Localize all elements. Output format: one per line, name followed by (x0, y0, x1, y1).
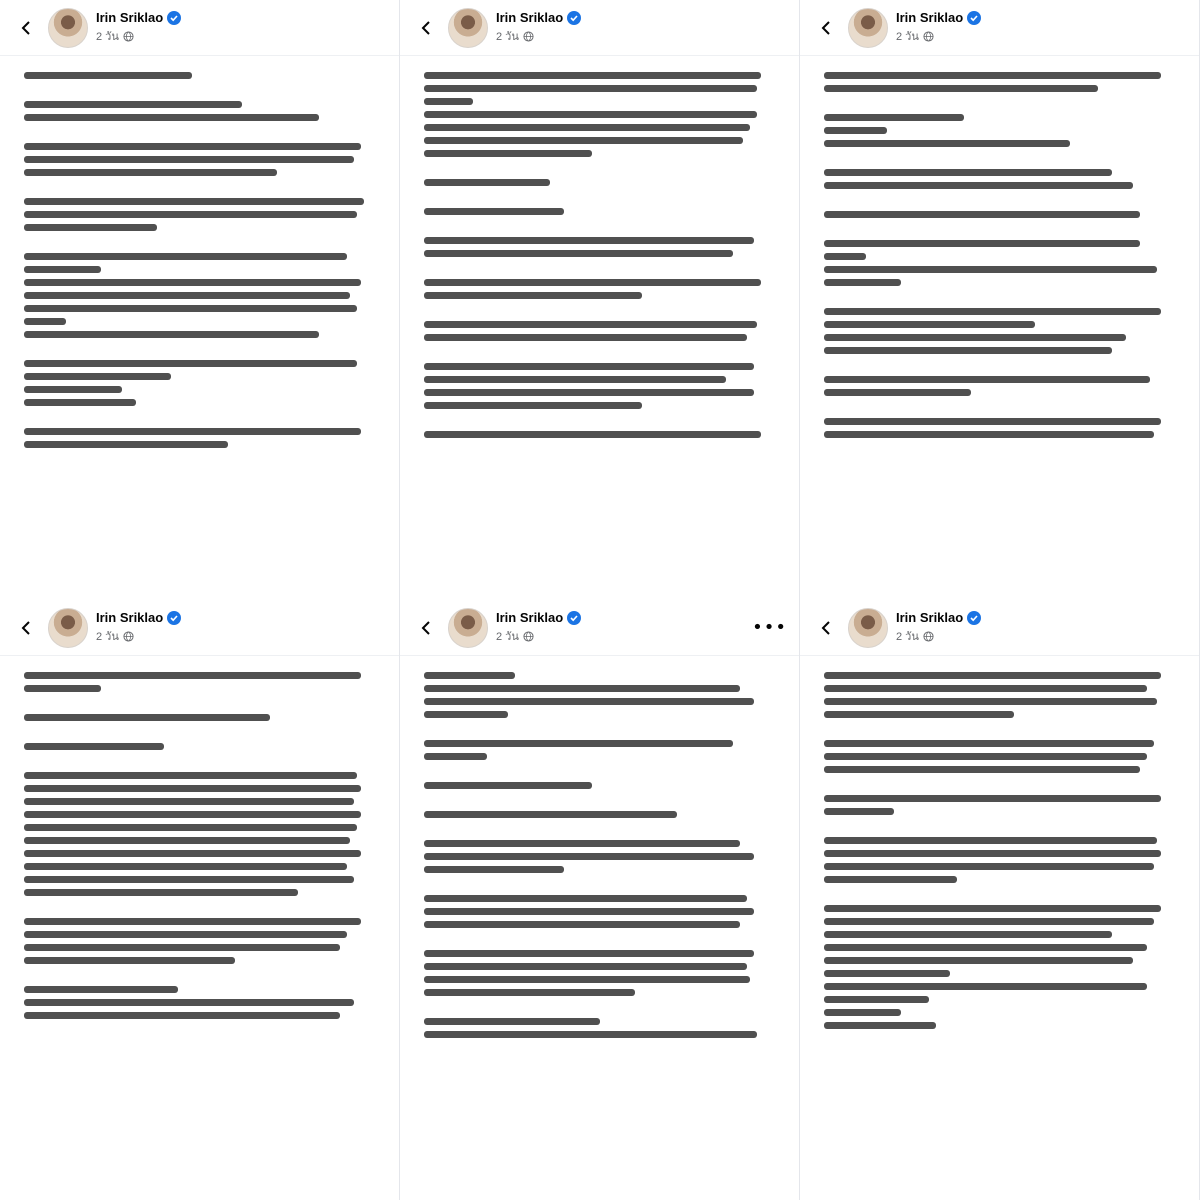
author-name[interactable]: Irin Sriklao (496, 610, 564, 625)
author-meta (96, 610, 181, 645)
verified-badge-icon (567, 11, 581, 25)
avatar[interactable] (848, 8, 888, 48)
back-chevron-icon[interactable] (412, 14, 440, 42)
post-header (800, 600, 1199, 656)
avatar[interactable] (48, 608, 88, 648)
globe-icon (523, 31, 534, 42)
globe-icon (123, 31, 134, 42)
more-dots-icon[interactable]: ••• (752, 616, 787, 638)
verified-badge-icon (567, 611, 581, 625)
post-header (400, 600, 799, 656)
post-time[interactable]: 2 วัน (496, 31, 519, 43)
author-meta (896, 610, 981, 645)
post-header (0, 0, 399, 56)
post-body (0, 56, 399, 448)
globe-icon (123, 631, 134, 642)
author-name[interactable]: Irin Sriklao (96, 610, 164, 625)
avatar[interactable] (48, 8, 88, 48)
post-time[interactable]: 2 วัน (96, 631, 119, 643)
post-body (0, 656, 399, 1019)
post-header (800, 0, 1199, 56)
verified-badge-icon (967, 11, 981, 25)
globe-icon (523, 631, 534, 642)
avatar[interactable] (448, 608, 488, 648)
author-name[interactable]: Irin Sriklao (496, 10, 564, 25)
globe-icon (923, 31, 934, 42)
author-name[interactable]: Irin Sriklao (896, 10, 964, 25)
back-chevron-icon[interactable] (812, 614, 840, 642)
post-body (400, 56, 799, 438)
post-body (800, 656, 1199, 1029)
post-time[interactable]: 2 วัน (96, 31, 119, 43)
post-panel-1 (0, 0, 400, 600)
back-chevron-icon[interactable] (812, 14, 840, 42)
post-header (0, 600, 399, 656)
post-panel-3 (800, 0, 1200, 600)
author-name[interactable]: Irin Sriklao (96, 10, 164, 25)
post-header (400, 0, 799, 56)
verified-badge-icon (167, 611, 181, 625)
author-meta (896, 10, 981, 45)
author-meta (96, 10, 181, 45)
back-chevron-icon[interactable] (12, 14, 40, 42)
post-panel-2 (400, 0, 800, 600)
back-chevron-icon[interactable] (412, 614, 440, 642)
post-time[interactable]: 2 วัน (896, 31, 919, 43)
post-panel-4 (0, 600, 400, 1200)
verified-badge-icon (167, 11, 181, 25)
verified-badge-icon (967, 611, 981, 625)
back-chevron-icon[interactable] (12, 614, 40, 642)
post-panel-5 (400, 600, 800, 1200)
author-name[interactable]: Irin Sriklao (896, 610, 964, 625)
post-time[interactable]: 2 วัน (496, 631, 519, 643)
post-body (800, 56, 1199, 438)
post-body (400, 656, 799, 1038)
avatar[interactable] (448, 8, 488, 48)
post-panel-6 (800, 600, 1200, 1200)
avatar[interactable] (848, 608, 888, 648)
author-meta (496, 610, 581, 645)
post-time[interactable]: 2 วัน (896, 631, 919, 643)
globe-icon (923, 631, 934, 642)
author-meta (496, 10, 581, 45)
